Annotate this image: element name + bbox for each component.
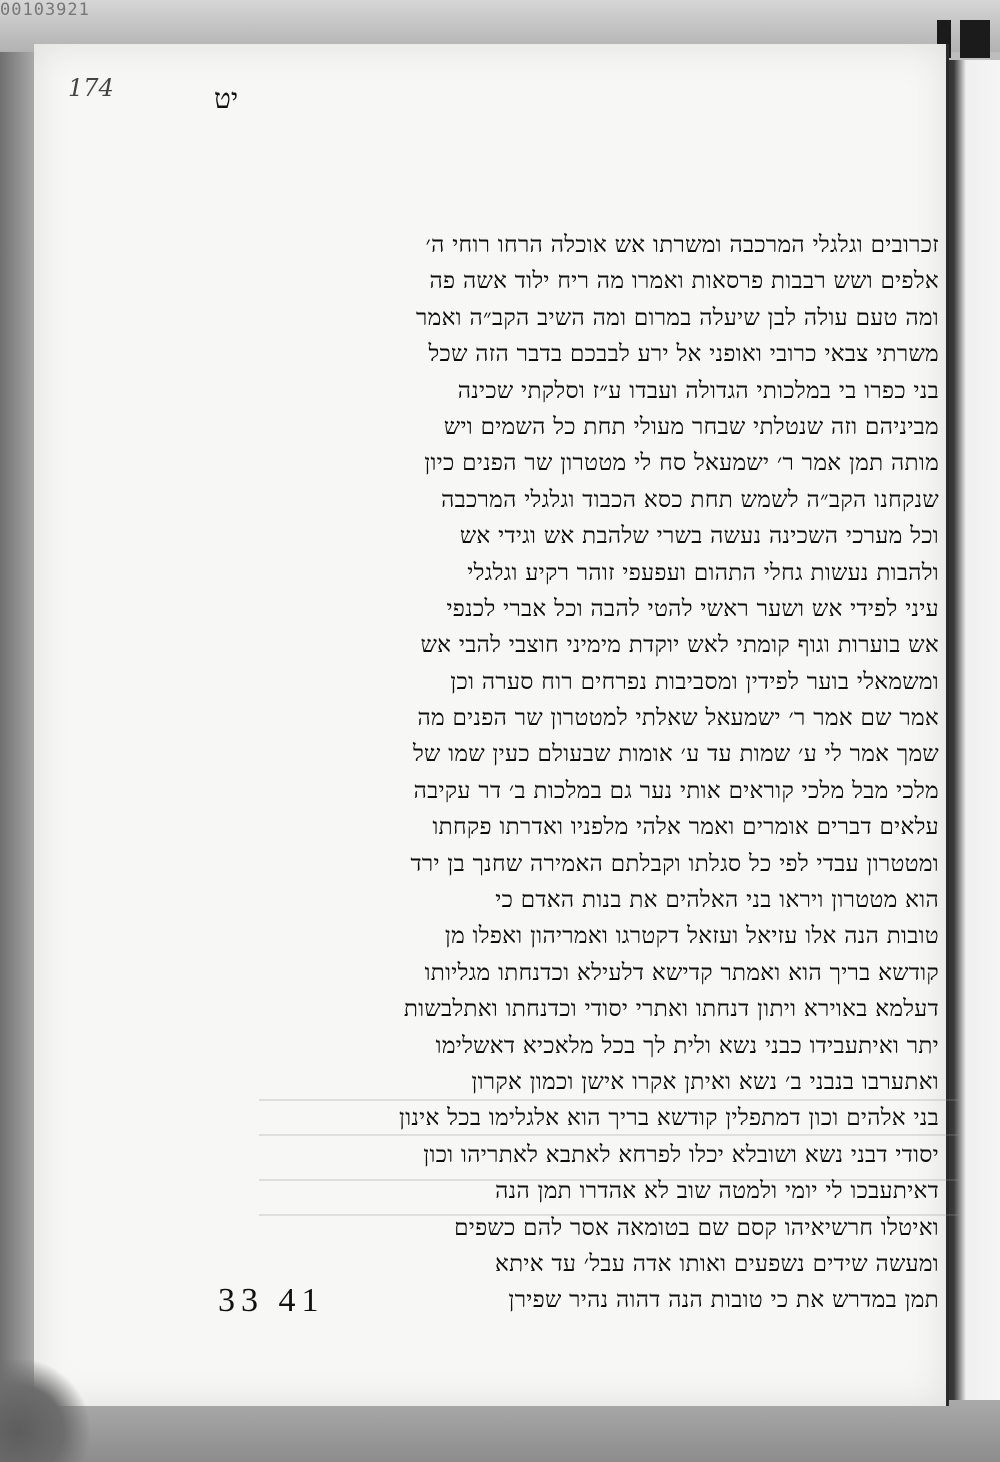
manuscript-line: ואתערבו בנבני ב׳ נשא ואיתן אקרו אישן וכמון אקרון [471, 1068, 939, 1095]
manuscript-line: מלכי מבל מלכי קוראים אותי נער גם במלכות ב׳ דר עקיבה [413, 777, 939, 804]
manuscript-line: יתר ואיתעבידו כבני נשא ולית לך בכל מלאכיא דאשלימו [435, 1032, 939, 1059]
manuscript-line: דאיתעבכו לי יומי ולמטה שוב לא אהדרו תמן הנה [495, 1178, 939, 1205]
manuscript-line: מותה תמן אמר ר׳ ישמעאל סח לי מטטרון שר הפנים כיון [424, 450, 939, 477]
manuscript-line: קודשא בריך הוא ואמתר קדישא דלעילא וכדנחתו מגליותו [424, 959, 939, 986]
hebrew-folio-number: יט [214, 82, 239, 115]
manuscript-page [34, 44, 949, 1406]
manuscript-line: ואיטלו חרשיאיהו קסם שם בטומאה אסר להם כשפים [454, 1214, 939, 1241]
manuscript-line: אש בוערות וגוף קומתי לאש יוקדת מימיני חוצבי להבי אש [420, 632, 939, 659]
facing-page-edge [944, 60, 1000, 1400]
manuscript-line: טובות הנה אלו עזיאל ועזאל דקטרגו ואמריהון ואפלו מן [444, 923, 939, 950]
manuscript-line: תמן במדרש את כי טובות הנה דהוה נהיר שפירן [508, 1287, 939, 1314]
scan-bottom-band [0, 1400, 1000, 1462]
manuscript-text-block [239, 227, 939, 1319]
manuscript-line: ומטטרון עבדי לפי כל סגלתו וקבלתם האמירה שחנך בן ירד [410, 850, 939, 877]
manuscript-line: בני אלהים וכון דמתפלין קודשא בריך הוא אלגלימו בכל אינון [399, 1105, 939, 1132]
manuscript-line: ומה טעם עולה לבן שיעלה במרום ומה השיב הקב״ה ואמר [416, 304, 939, 331]
manuscript-line: בני כפרו בי במלכותי הגדולה ועבדו ע״ז וסלקתי שכינה [457, 377, 939, 404]
manuscript-line: משרתי צבאי כרובי ואופני אל ירע לבבכם בדבר הזה שכל [428, 341, 939, 368]
folio-number: 174 [68, 74, 114, 102]
manuscript-line: ולהבות נעשות גחלי התהום ועפעפי זוהר רקיע וגלגלי [467, 559, 939, 586]
manuscript-line: עלאים דברים אומרים ואמר אלהי מלפניו ואדרתו פקחתו [432, 814, 939, 841]
manuscript-line: שנקחנו הקב״ה לשמש תחת כסא הכבוד וגלגלי המרכבה [441, 486, 939, 513]
manuscript-line: אלפים ושש רבבות פרסאות ואמרו מה ריח ילוד אשה פה [429, 268, 939, 295]
scan-left-edge [0, 52, 34, 1462]
manuscript-line: זכרובים וגלגלי המרכבה ומשרתו אש אוכלה הרחו רוחי ה׳ [425, 232, 939, 258]
manuscript-line: ומעשה שידים נשפעים ואותו אדה עבל׳ עד איתא [495, 1250, 939, 1277]
hand-shadow [0, 1360, 90, 1462]
manuscript-line: עיני לפידי אש ושער ראשי להטי להבה וכל אברי לכנפי [446, 595, 939, 622]
manuscript-line: ומשמאלי בוער לפידין ומסביבות נפרחים רוח סערה וכן [450, 668, 939, 695]
shelfmark-label: 00103921 [0, 0, 90, 20]
binding-tab [960, 20, 990, 58]
manuscript-line: אמר שם אמר ר׳ ישמעאל שאלתי למטטרון שר הפנים מה [417, 705, 939, 732]
manuscript-line: שמך אמר לי ע׳ שמות עד ע׳ אומות שבעולם כעין שמו של [412, 741, 939, 768]
manuscript-line: הוא מטטרון ויראו בני האלהים את בנות האדם כי [495, 887, 939, 914]
page-number: 33 41 [218, 1282, 325, 1319]
manuscript-line: מביניהם וזה שנטלתי שבחר מעולי תחת כל השמים ויש [443, 413, 939, 440]
manuscript-line: דעלמא באוירא ויתון דנחתו ואתרי יסודי וכדנחתו ואתלבשות [403, 996, 939, 1023]
manuscript-line: יסודי דבני נשא ושובלא יכלו לפרחא לאתבא לאתריהו וכון [423, 1141, 939, 1168]
manuscript-line: וכל מערכי השכינה נעשה בשרי שלהבת אש וגידי אש [459, 523, 939, 550]
